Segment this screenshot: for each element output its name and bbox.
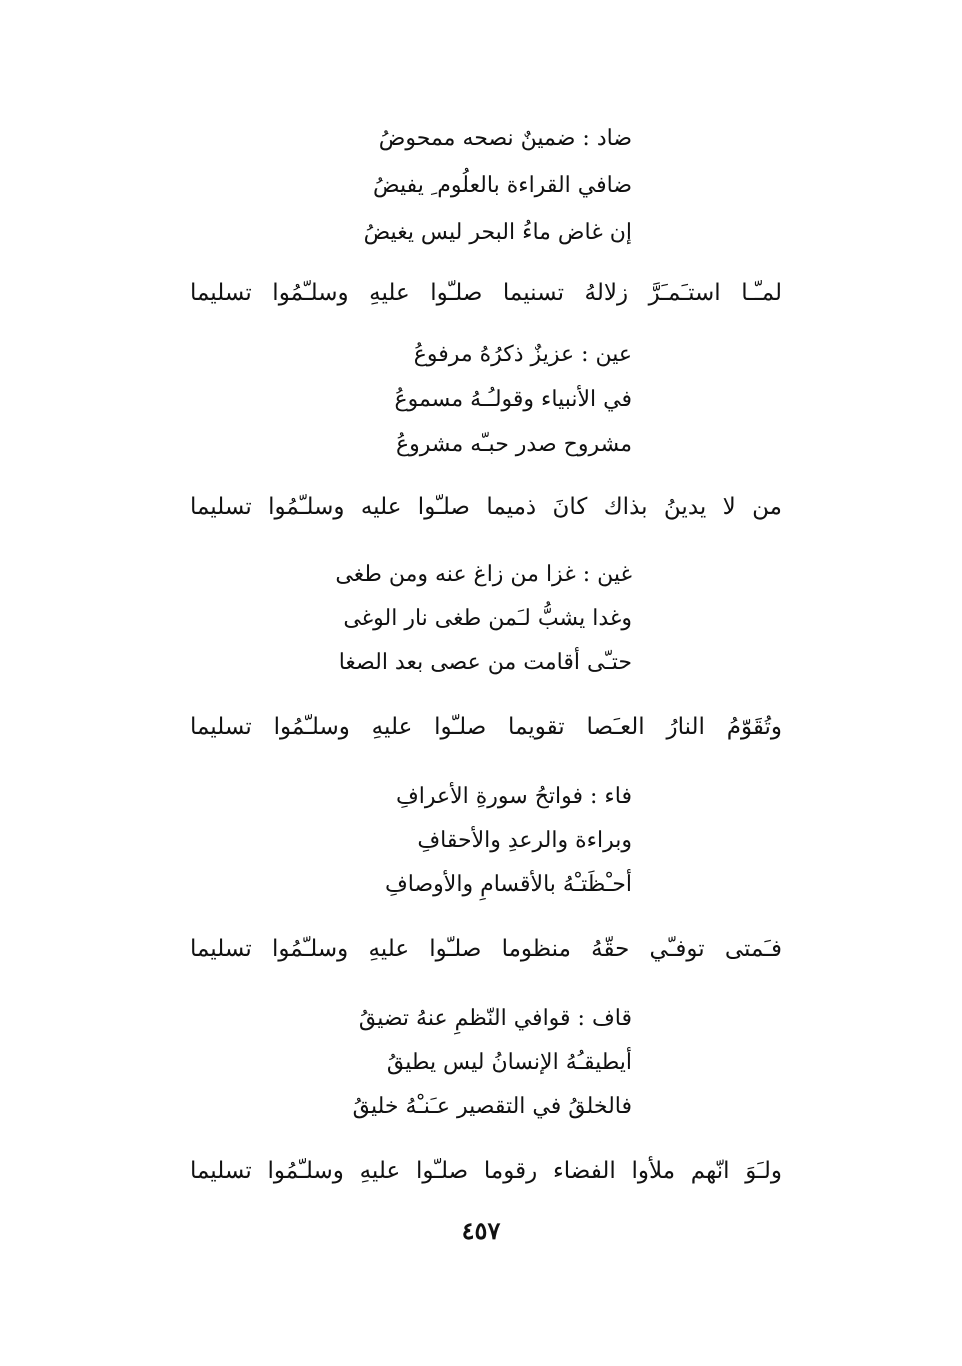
- refrain-line: لمـّـا استـَمـَرَّ زلالهُ تسنيما صلـّوا عليهِ وسلـّمُوا تسليما: [190, 280, 782, 306]
- verse-line: غين : غزا من زاغ عنه ومن طغى: [335, 562, 632, 587]
- verse-line: فالخلقُ في التقصير عـَنـْهُ خليقُ: [352, 1094, 632, 1119]
- verse-line: حتـّى أقامت من عصى بعد الصغا: [338, 650, 632, 675]
- refrain-line: فـَمتى توفـّي حقّهُ منظوما صلـّوا عليهِ وسلـّمُوا تسليما: [190, 936, 782, 962]
- verse-line: في الأنبياء وقولـُـهُ مسموعُ: [394, 387, 632, 412]
- verse-line: مشروح صدر حبـّه مشروعُ: [396, 432, 632, 457]
- verse-line: ضافي القراءة بالعلُوم ِ يفيضُ: [373, 173, 632, 198]
- verse-line: أيطيقـُهُ الإنسانُ ليس يطيقُ: [386, 1050, 632, 1075]
- refrain-line: ولـَوَ انّهم ملأوا الفضاء رقوما صلـّوا عليهِ وسلـّمُوا تسليما: [190, 1158, 782, 1184]
- refrain-line: وتُقَوّمُ النارُ العـَصا تقويما صلـّوا عليهِ وسلـّمُوا تسليما: [190, 714, 782, 740]
- verse-line: أحـْظَتـْهُ بالأقسامِ والأوصافِ: [384, 872, 632, 897]
- verse-line: قاف : قوافي النّظمِ عنهُ تضيقُ: [358, 1006, 632, 1031]
- verse-line: وغدا يشبُّ لـَمن طغى نار الوغى: [343, 606, 632, 631]
- verse-line: إن غاض ماءُ البحر ليس يغيضُ: [363, 220, 632, 245]
- page-number: ٤٥٧: [461, 1216, 501, 1245]
- verse-line: عين : عزيزٌ ذكرُهُ مرفوعُ: [413, 342, 632, 367]
- verse-line: وبراءة والرعدِ والأحقافِ: [417, 828, 632, 853]
- refrain-line: من لا يدينُ بذاك كانَ ذميما صلـّوا عليه وسلـّمُوا تسليما: [190, 494, 782, 520]
- verse-line: ضاد : ضمينٌ نصحه ممحوضُ: [378, 126, 632, 151]
- verse-line: فاء : فواتحُ سورةِ الأعرافِ: [395, 784, 632, 809]
